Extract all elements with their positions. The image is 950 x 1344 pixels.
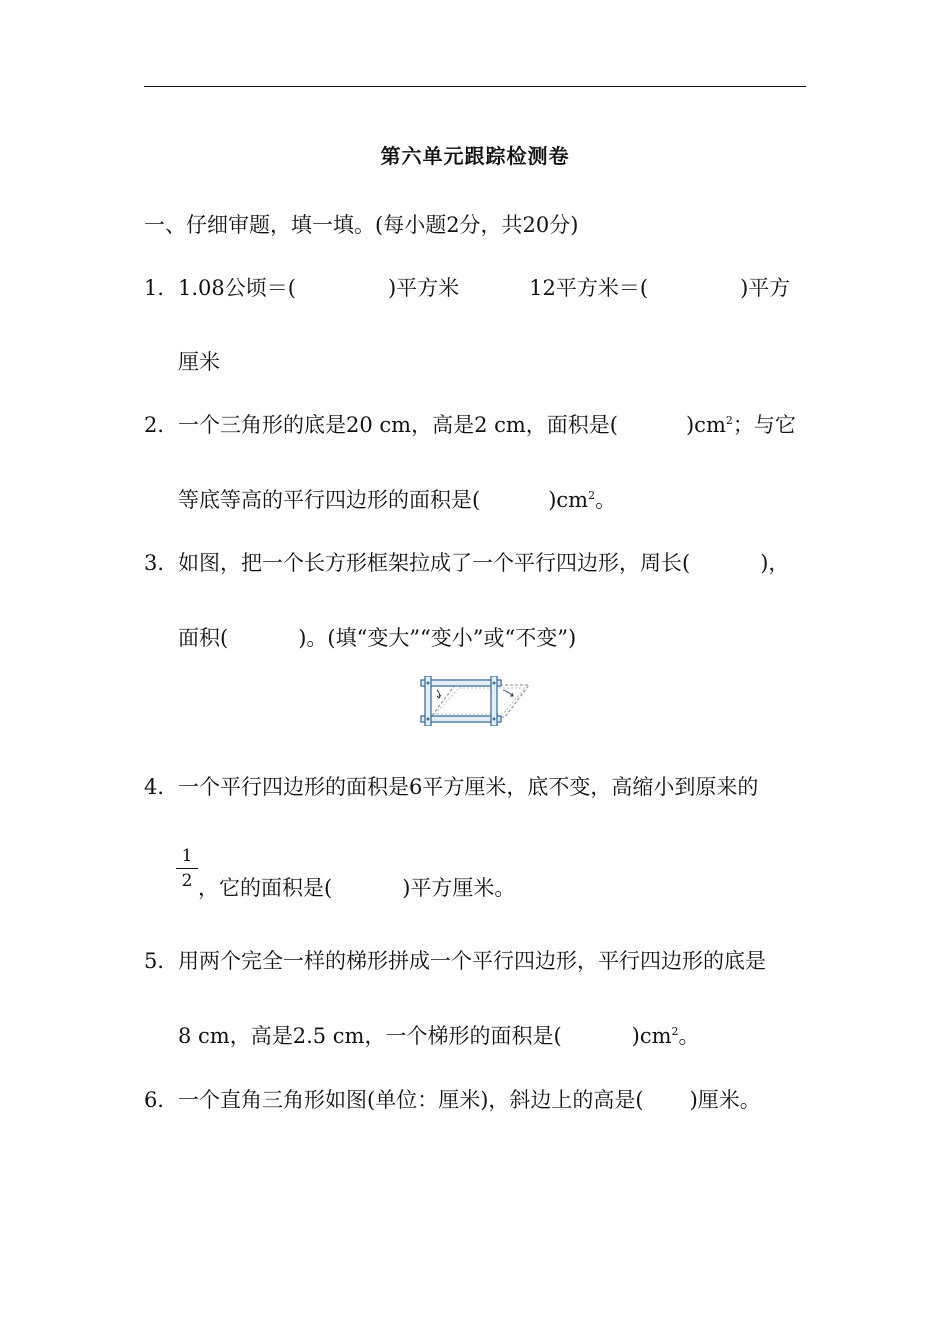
fraction-bar bbox=[176, 868, 198, 869]
question-number: 3． bbox=[144, 551, 179, 575]
question-number: 6． bbox=[144, 1088, 179, 1112]
question-number: 2． bbox=[144, 413, 179, 437]
question-number: 4． bbox=[144, 775, 179, 799]
question-3-cont: 面积( )。(填“变大”“变小”或“不变”) bbox=[178, 626, 577, 650]
question-2: 2．一个三角形的底是20 cm，高是2 cm，面积是( )$cm^2$；与它 bbox=[144, 413, 796, 437]
question-4-cont: ，它的面积是( )平方厘米。 bbox=[198, 876, 516, 900]
question-5-cont: 8 cm，高是2.5 cm，一个梯形的面积是( )$cm^2$。 bbox=[178, 1024, 700, 1048]
question-6: 6．一个直角三角形如图(单位：厘米)，斜边上的高是( )厘米。 bbox=[144, 1088, 761, 1112]
question-3: 3．如图，把一个长方形框架拉成了一个平行四边形，周长( )， bbox=[144, 551, 790, 575]
question-5: 5．用两个完全一样的梯形拼成一个平行四边形，平行四边形的底是 bbox=[144, 949, 766, 973]
question-1-cont: 厘米 bbox=[178, 350, 220, 374]
question-1: 1．1.08公顷＝( )平方米 12平方米＝( )平方 bbox=[144, 276, 791, 300]
question-4: 4．一个平行四边形的面积是6平方厘米，底不变，高缩小到原来的 bbox=[144, 775, 759, 799]
frame-figure bbox=[417, 676, 533, 726]
question-2-cont: 等底等高的平行四边形的面积是( )$cm^2$。 bbox=[178, 488, 617, 512]
fraction-denominator: 2 bbox=[181, 871, 193, 891]
section-heading: 一、仔细审题，填一填。(每小题2分，共20分) bbox=[144, 213, 579, 237]
question-number: 5． bbox=[144, 949, 179, 973]
header-rule bbox=[144, 86, 806, 87]
question-number: 1． bbox=[144, 276, 179, 300]
fraction bbox=[176, 846, 198, 891]
page-title: 第六单元跟踪检测卷 bbox=[380, 144, 570, 168]
fraction-numerator: 1 bbox=[181, 846, 193, 866]
